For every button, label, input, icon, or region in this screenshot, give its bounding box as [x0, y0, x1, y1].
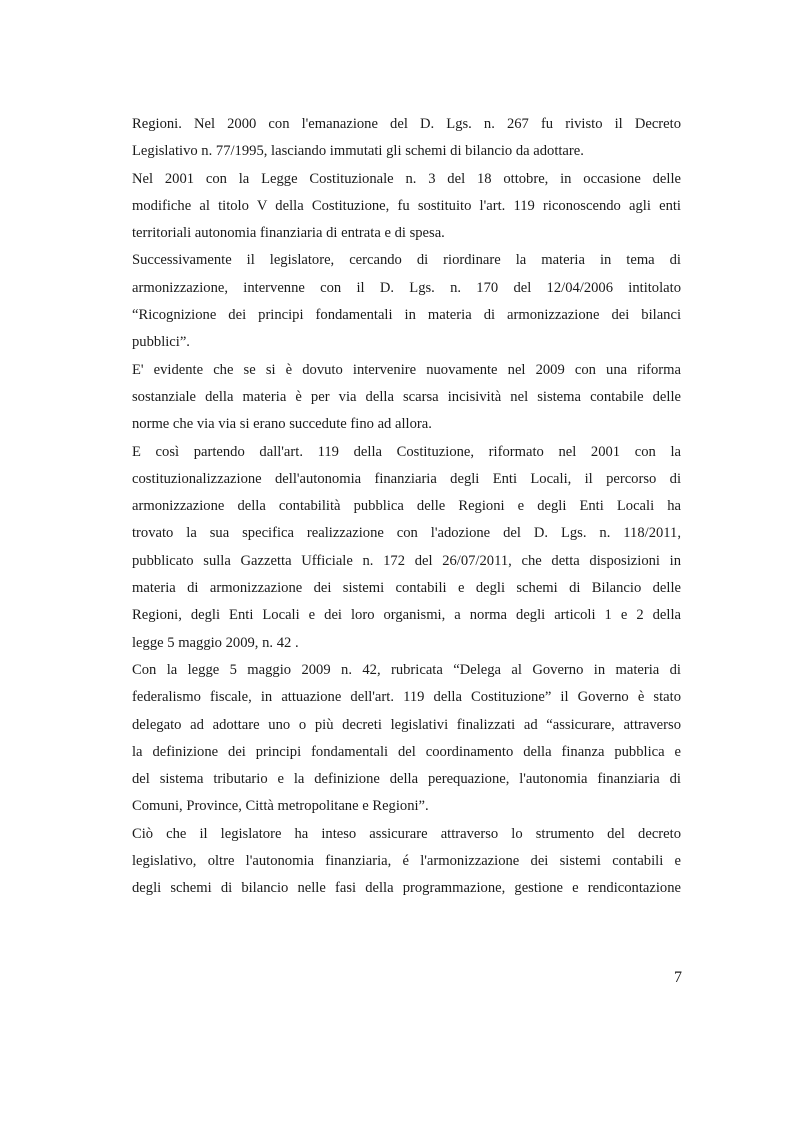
text-line: pubblicato sulla Gazzetta Ufficiale n. 172 del 26/07/2011, che detta disposizioni in	[132, 552, 681, 569]
text-line: materia di armonizzazione dei sistemi contabili e degli schemi di Bilancio delle	[132, 580, 681, 597]
text-line: E' evidente che se si è dovuto intervenire nuovamente nel 2009 con una riforma	[132, 361, 681, 378]
text-line: Comuni, Province, Città metropolitane e Regioni”.	[132, 798, 429, 815]
text-line: modifiche al titolo V della Costituzione, fu sostituito l'art. 119 riconoscendo agli enti	[132, 197, 681, 214]
text-line: armonizzazione della contabilità pubblica delle Regioni e degli Enti Locali ha	[132, 498, 681, 515]
text-line: la definizione dei principi fondamentali del coordinamento della finanza pubblica e	[132, 743, 681, 760]
text-line: Legislativo n. 77/1995, lasciando immutati gli schemi di bilancio da adottare.	[132, 143, 584, 160]
text-line: Regioni, degli Enti Locali e dei loro organismi, a norma degli articoli 1 e 2 della	[132, 607, 681, 624]
text-line: legislativo, oltre l'autonomia finanziaria, é l'armonizzazione dei sistemi contabili e	[132, 853, 681, 870]
text-line: “Ricognizione dei principi fondamentali in materia di armonizzazione dei bilanci	[132, 307, 681, 324]
text-line: E così partendo dall'art. 119 della Costituzione, riformato nel 2001 con la	[132, 443, 681, 460]
text-line: delegato ad adottare uno o più decreti legislativi finalizzati ad “assicurare, attraverso	[132, 716, 681, 733]
text-line: costituzionalizzazione dell'autonomia finanziaria degli Enti Locali, il percorso di	[132, 470, 681, 487]
text-line: pubblici”.	[132, 334, 190, 351]
text-line: Ciò che il legislatore ha inteso assicurare attraverso lo strumento del decreto	[132, 825, 681, 842]
text-line: trovato la sua specifica realizzazione con l'adozione del D. Lgs. n. 118/2011,	[132, 525, 681, 542]
body-text	[132, 111, 681, 903]
text-line: armonizzazione, intervenne con il D. Lgs. n. 170 del 12/04/2006 intitolato	[132, 279, 681, 296]
text-line: territoriali autonomia finanziaria di entrata e di spesa.	[132, 225, 445, 242]
text-line: Successivamente il legislatore, cercando di riordinare la materia in tema di	[132, 252, 681, 269]
text-line: Con la legge 5 maggio 2009 n. 42, rubricata “Delega al Governo in materia di	[132, 661, 681, 678]
text-line: sostanziale della materia è per via della scarsa incisività nel sistema contabile delle	[132, 388, 681, 405]
text-line: norme che via via si erano succedute fino ad allora.	[132, 416, 432, 433]
text-line: legge 5 maggio 2009, n. 42 .	[132, 634, 299, 651]
text-line: federalismo fiscale, in attuazione dell'art. 119 della Costituzione” il Governo è stato	[132, 689, 681, 706]
text-line: del sistema tributario e la definizione della perequazione, l'autonomia finanziaria di	[132, 771, 681, 788]
text-line: Regioni. Nel 2000 con l'emanazione del D. Lgs. n. 267 fu rivisto il Decreto	[132, 116, 681, 132]
text-line: Nel 2001 con la Legge Costituzionale n. 3 del 18 ottobre, in occasione delle	[132, 170, 681, 187]
text-line: degli schemi di bilancio nelle fasi della programmazione, gestione e rendicontazione	[132, 880, 681, 897]
page-number: 7	[674, 969, 682, 986]
